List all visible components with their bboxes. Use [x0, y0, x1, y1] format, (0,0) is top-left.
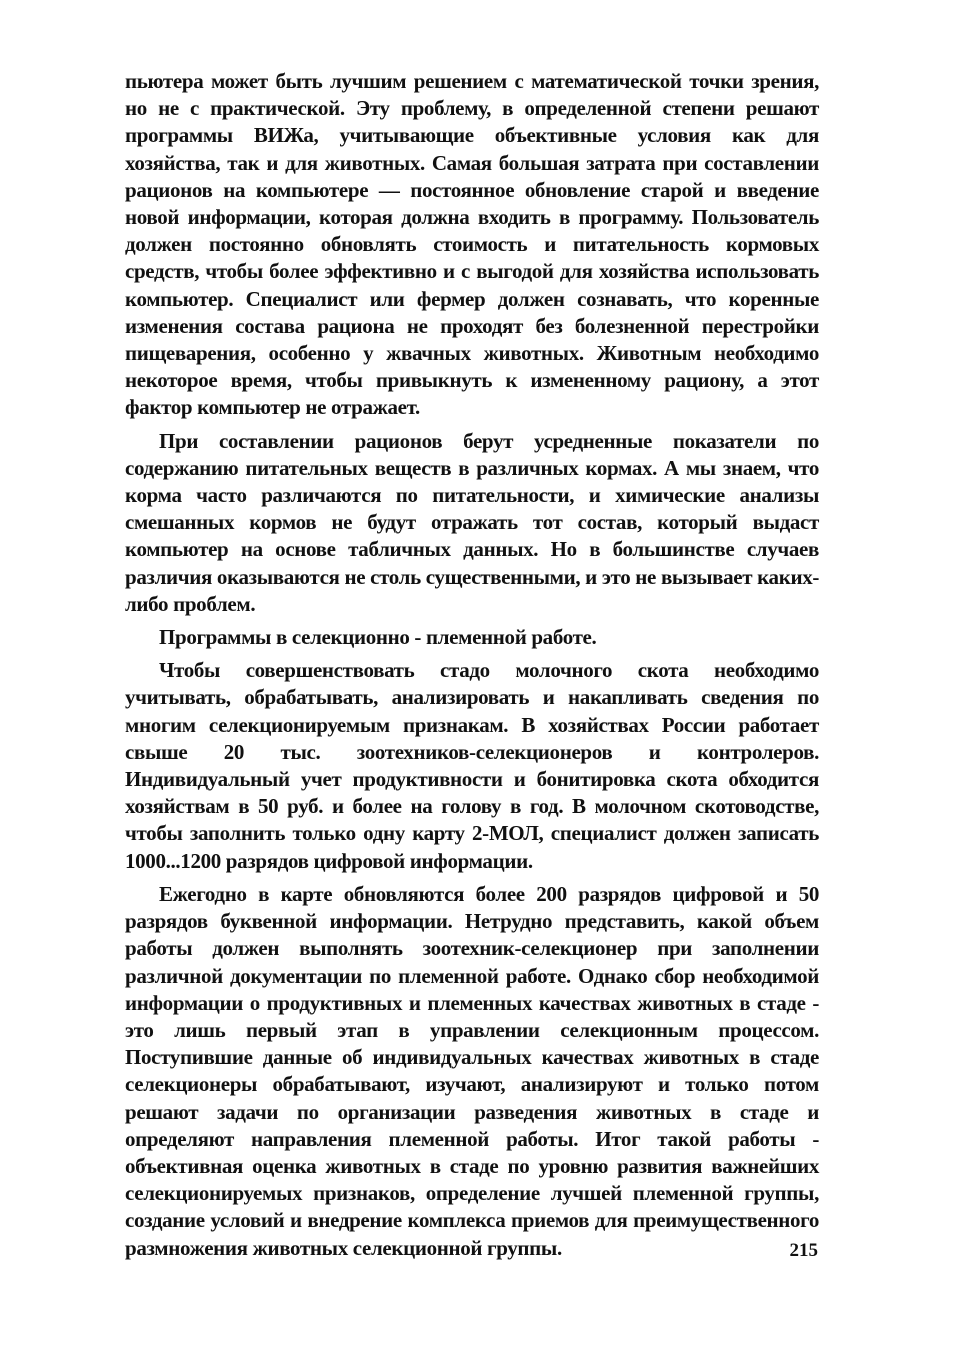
paragraph-breeding: Чтобы совершенствовать стадо молочного скота необходимо учитывать, обрабатывать, анализировать и накапливать сведения по многим селекционируемым признакам. В хозяйствах России работает свыше 20 тыс. зоотехников-селекционеров и контролеров. Индивидуальный учет продуктивности и бонитировка скота обходится хозяйствам в 50 руб. и более на голову в год. В молочном скотоводстве, чтобы заполнить только одну карту 2-МОЛ, специалист должен записать 1000...1200 разрядов цифровой информации.: [125, 658, 819, 873]
paragraph-continuation: пьютера может быть лучшим решением с математической точки зрения, но не с практической. Эту проблему, в определенной степени решают программы ВИЖа, учитывающие объективные условия как для хозяйства, так и для животных. Самая большая затрата при составлении рационов на компьютере — постоянное обновление старой и введение новой информации, которая должна входить в программу. Пользователь должен постоянно обновлять стоимость и питательность кормовых средств, чтобы более эффективно и с выгодой для хозяйства использовать компьютер. Специалист или фермер должен сознавать, что коренные изменения состава рациона не проходят без болезненной перестройки пищеварения, особенно у жвачных животных. Животным необходимо некоторое время, чтобы привыкнуть к измененному рациону, а этот фактор компьютер не отражает.: [125, 69, 819, 420]
paragraph-annual-update: Ежегодно в карте обновляются более 200 разрядов цифровой и 50 разрядов буквенной информации. Нетрудно представить, какой объем работы должен выполнять зоотехник-селекционер при заполнении различной документации по племенной работе. Однако сбор необходимой информации о продуктивных и племенных качествах животных в стаде - это лишь первый этап в управлении селекционным процессом. Поступившие данные об индивидуальных качествах животных в стаде селекционеры обрабатывают, изучают, анализируют и только потом решают задачи по организации разведения животных в стаде и определяют направления племенной работы. Итог такой работы - объективная оценка животных в стаде по уровню развития важнейших селекционируемых признаков, определение лучшей племенной группы, создание условий и внедрение комплекса приемов для преимущественного размножения животных селекционной группы.: [125, 881, 819, 1260]
section-heading: Программы в селекционно - племенной работе.: [159, 625, 597, 650]
paragraph-rations: При составлении рационов берут усредненные показатели по содержанию питательных веществ в различных кормах. А мы знаем, что корма часто различаются по питательности, и химические анализы смешанных кормов не будут отражать тот состав, который выдаст компьютер на основе табличных данных. Но в большинстве случаев различия оказываются не столь существенными, и это не вызывает каких-либо проблем.: [125, 428, 819, 616]
page-number: 215: [789, 1240, 818, 1261]
body-text: [125, 68, 819, 1268]
